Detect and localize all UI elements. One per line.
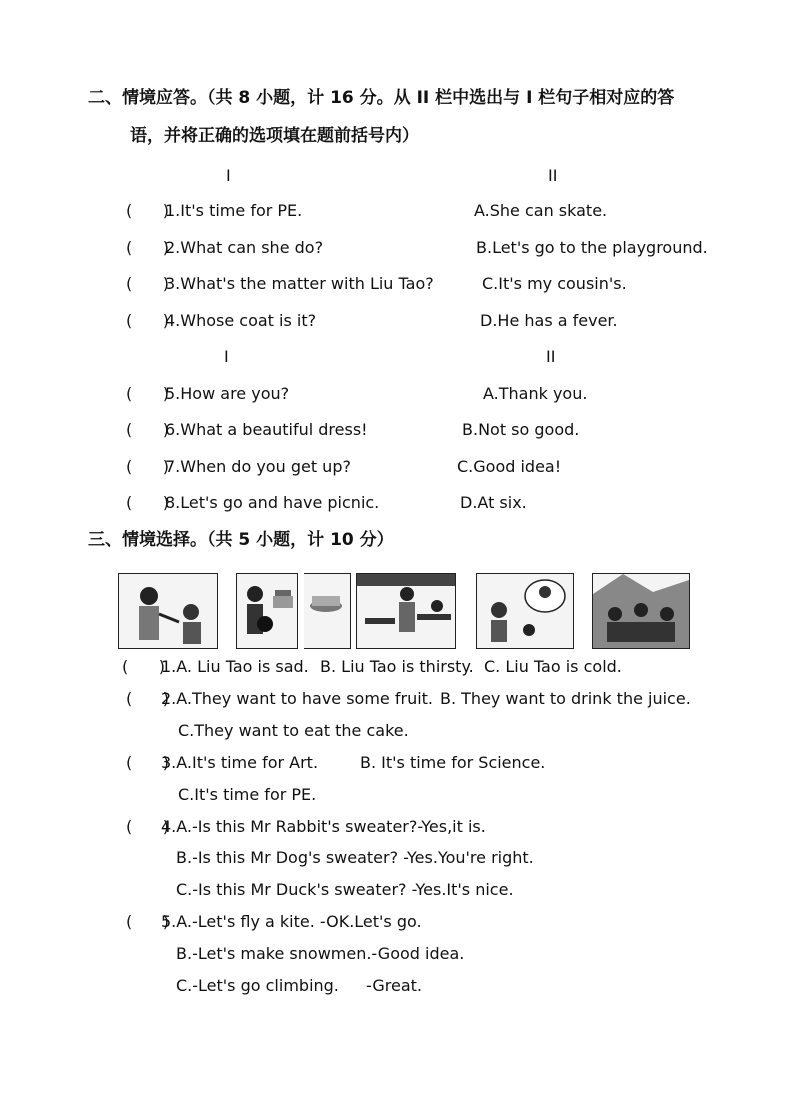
section-2-title: 二、情境应答。（共 8 小题，计 16 分。从 II 栏中选出与 I 栏句子相对应的答 (88, 88, 675, 108)
answer-blank[interactable]: ( ) (126, 689, 169, 708)
option-d: D.He has a fever. (480, 311, 618, 330)
option-d: D.At six. (460, 493, 527, 512)
answer-blank[interactable]: ( ) (126, 238, 169, 257)
answer-blank[interactable]: ( ) (126, 274, 169, 293)
kids-outdoor-picture (592, 573, 690, 649)
column-header-i: I (224, 347, 229, 366)
option-b: B.Let's go to the playground. (476, 238, 708, 257)
classroom-picture (356, 573, 456, 649)
animals-with-cake-picture (236, 573, 298, 649)
s3-q1-option-a: 1.A. Liu Tao is sad. (161, 657, 309, 676)
s3-q3-option-c: C.It's time for PE. (178, 785, 317, 804)
question-7: 7.When do you get up? (165, 457, 351, 476)
s3-q5-option-b: B.-Let's make snowmen.-Good idea. (176, 944, 465, 963)
s3-q2-option-b: B. They want to drink the juice. (440, 689, 691, 708)
cake-picture (304, 573, 351, 649)
answer-blank[interactable]: ( ) (126, 201, 169, 220)
s3-q4-option-a: 4.A.-Is this Mr Rabbit's sweater?-Yes,it is. (161, 817, 486, 836)
cat-thinking-picture (476, 573, 574, 649)
option-a: A.Thank you. (483, 384, 588, 403)
column-header-ii: II (546, 347, 556, 366)
question-4: 4.Whose coat is it? (165, 311, 317, 330)
option-c: C.Good idea! (457, 457, 562, 476)
s3-q5-option-c-reply: -Great. (366, 976, 422, 995)
option-a: A.She can skate. (474, 201, 608, 220)
s3-q1-option-b: B. Liu Tao is thirsty. (320, 657, 474, 676)
section-2-title-cont: 语，并将正确的选项填在题前括号内） (130, 126, 419, 146)
answer-blank[interactable]: ( ) (126, 493, 169, 512)
s3-q2-option-a: 2.A.They want to have some fruit. (161, 689, 434, 708)
answer-blank[interactable]: ( ) (126, 420, 169, 439)
question-1: 1.It's time for PE. (165, 201, 303, 220)
answer-blank[interactable]: ( ) (126, 311, 169, 330)
question-3: 3.What's the matter with Liu Tao? (165, 274, 434, 293)
s3-q1-option-c: C. Liu Tao is cold. (484, 657, 622, 676)
answer-blank[interactable]: ( ) (126, 753, 169, 772)
column-header-i: I (226, 166, 231, 185)
s3-q5-option-a: 5.A.-Let's fly a kite. -OK.Let's go. (161, 912, 422, 931)
answer-blank[interactable]: ( ) (126, 384, 169, 403)
question-8: 8.Let's go and have picnic. (165, 493, 380, 512)
s3-q3-option-b: B. It's time for Science. (360, 753, 546, 772)
question-6: 6.What a beautiful dress! (165, 420, 368, 439)
question-2: 2.What can she do? (165, 238, 324, 257)
s3-q4-option-b: B.-Is this Mr Dog's sweater? -Yes.You're right. (176, 848, 534, 867)
option-b: B.Not so good. (462, 420, 580, 439)
option-c: C.It's my cousin's. (482, 274, 627, 293)
s3-q5-option-c: C.-Let's go climbing. (176, 976, 339, 995)
column-header-ii: II (548, 166, 558, 185)
answer-blank[interactable]: ( ) (122, 657, 165, 676)
s3-q4-option-c: C.-Is this Mr Duck's sweater? -Yes.It's nice. (176, 880, 514, 899)
answer-blank[interactable]: ( ) (126, 457, 169, 476)
s3-q3-option-a: 3.A.It's time for Art. (161, 753, 319, 772)
section-3-title: 三、情境选择。（共 5 小题，计 10 分） (88, 530, 394, 550)
answer-blank[interactable]: ( ) (126, 817, 169, 836)
teacher-giving-item-picture (118, 573, 218, 649)
s3-q2-option-c: C.They want to eat the cake. (178, 721, 409, 740)
question-5: 5.How are you? (165, 384, 290, 403)
answer-blank[interactable]: ( ) (126, 912, 169, 931)
